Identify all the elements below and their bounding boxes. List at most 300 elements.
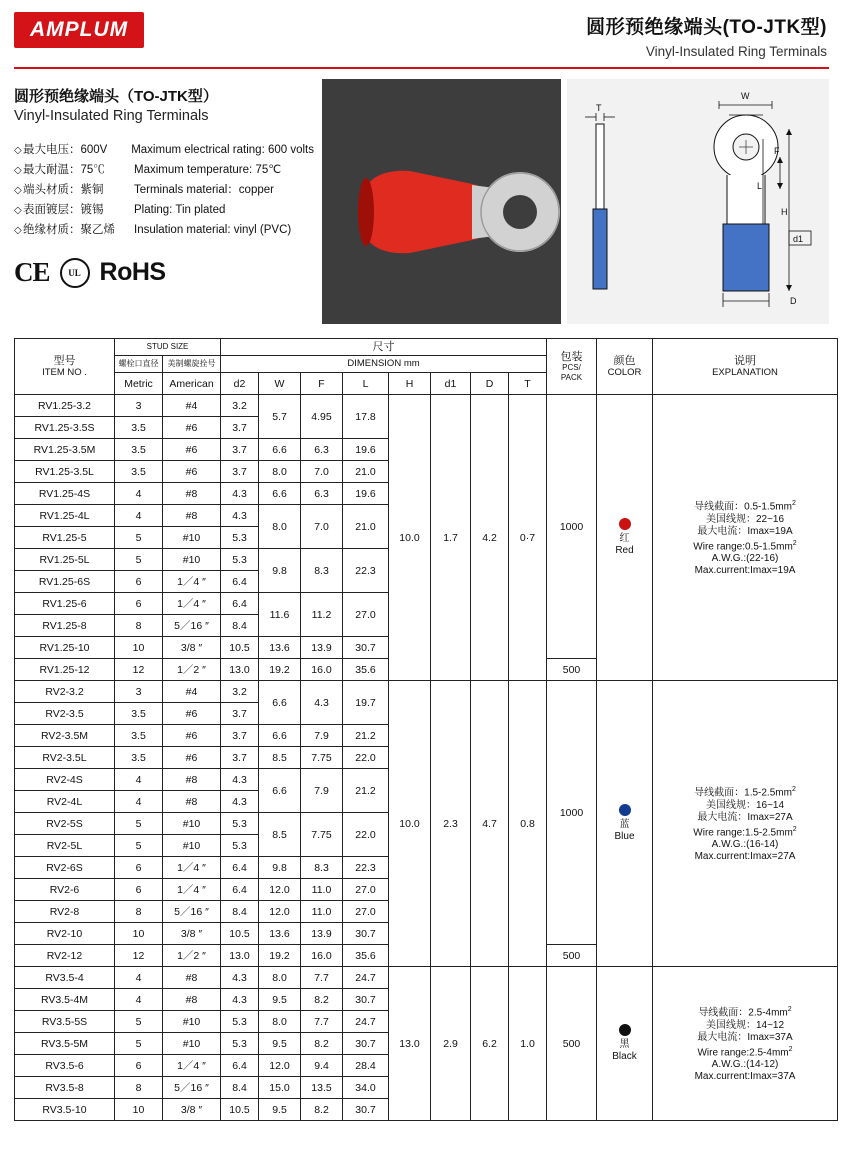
cell-american: #4: [163, 681, 221, 703]
product-info: [14, 79, 314, 324]
cell-color: 红 Red: [597, 395, 653, 681]
cell-metric: 8: [115, 615, 163, 637]
rohs-mark-icon: RoHS: [99, 258, 166, 286]
cell-metric: 10: [115, 1099, 163, 1121]
spec-item: [14, 182, 314, 199]
cell-d2: 6.4: [221, 593, 259, 615]
cell-metric: 6: [115, 593, 163, 615]
cell-american: #10: [163, 835, 221, 857]
cell-metric: 5: [115, 835, 163, 857]
cell-w: 9.8: [259, 549, 301, 593]
cell-l: 19.7: [343, 681, 389, 725]
cell-f: 11.0: [301, 901, 343, 923]
cell-l: 28.4: [343, 1055, 389, 1077]
label-L: L: [757, 181, 763, 191]
header-l: L: [343, 373, 389, 395]
cell-metric: 8: [115, 1077, 163, 1099]
cell-item-no: RV1.25-3.5S: [15, 417, 115, 439]
cell-f: 13.9: [301, 923, 343, 945]
header-dimension-cn: 尺寸: [221, 339, 547, 356]
bullet-icon: ◇: [14, 205, 22, 216]
cell-t: 0·7: [509, 395, 547, 681]
cell-item-no: RV1.25-12: [15, 659, 115, 681]
cell-american: 1／2 ″: [163, 945, 221, 967]
cell-d2: 6.4: [221, 879, 259, 901]
cell-w: 6.6: [259, 725, 301, 747]
cell-d2: 13.0: [221, 659, 259, 681]
spec-list: [14, 142, 314, 239]
cell-american: #10: [163, 813, 221, 835]
spec-item: [14, 162, 314, 179]
spec-cn: 最大电压：600V: [23, 144, 108, 156]
cell-w: 6.6: [259, 483, 301, 505]
cell-t: 0.8: [509, 681, 547, 967]
cell-item-no: RV3.5-6: [15, 1055, 115, 1077]
spec-en: Plating: Tin plated: [134, 204, 226, 216]
cell-metric: 5: [115, 813, 163, 835]
page-header: [10, 0, 833, 59]
cell-d1: 2.9: [431, 967, 471, 1121]
cell-american: #8: [163, 967, 221, 989]
header-metric: Metric: [115, 373, 163, 395]
header-titles: [586, 12, 833, 59]
spec-cn: 端头材质：紫铜: [23, 184, 104, 196]
spec-en: Insulation material: vinyl (PVC): [134, 224, 292, 236]
cell-d2: 8.4: [221, 615, 259, 637]
cell-american: 5／16 ″: [163, 901, 221, 923]
cell-l: 21.2: [343, 725, 389, 747]
cell-metric: 6: [115, 879, 163, 901]
cell-f: 11.2: [301, 593, 343, 637]
cell-metric: 5: [115, 1033, 163, 1055]
cell-pack: 1000: [547, 681, 597, 945]
cell-l: 22.3: [343, 549, 389, 593]
cell-item-no: RV2-6: [15, 879, 115, 901]
cell-d2: 6.4: [221, 857, 259, 879]
cell-item-no: RV1.25-4S: [15, 483, 115, 505]
table-row: [15, 967, 838, 989]
cell-w: 13.6: [259, 923, 301, 945]
cell-metric: 12: [115, 945, 163, 967]
cell-item-no: RV3.5-4M: [15, 989, 115, 1011]
cell-l: 35.6: [343, 659, 389, 681]
cell-d: 6.2: [471, 967, 509, 1121]
header-item: 型号 ITEM NO .: [15, 339, 115, 395]
cell-item-no: RV2-3.2: [15, 681, 115, 703]
cell-f: 7.7: [301, 1011, 343, 1033]
cell-l: 30.7: [343, 989, 389, 1011]
cell-metric: 3.5: [115, 725, 163, 747]
cell-d2: 4.3: [221, 989, 259, 1011]
cell-d2: 13.0: [221, 945, 259, 967]
product-photo: [322, 79, 561, 324]
cell-l: 27.0: [343, 879, 389, 901]
cell-w: 9.5: [259, 989, 301, 1011]
specification-table: [14, 338, 838, 1121]
cell-d2: 6.4: [221, 571, 259, 593]
label-d1: d1: [793, 234, 804, 244]
cell-f: 9.4: [301, 1055, 343, 1077]
cell-f: 4.95: [301, 395, 343, 439]
cell-w: 19.2: [259, 659, 301, 681]
cell-d2: 10.5: [221, 637, 259, 659]
cell-american: 3/8 ″: [163, 923, 221, 945]
header-dimension-en: DIMENSION mm: [221, 356, 547, 373]
cell-d2: 3.7: [221, 725, 259, 747]
cell-item-no: RV2-12: [15, 945, 115, 967]
cell-d2: 3.2: [221, 395, 259, 417]
color-swatch: [619, 1024, 631, 1036]
spec-en: Maximum electrical rating: 600 volts: [131, 144, 314, 156]
cell-color: 蓝 Blue: [597, 681, 653, 967]
cell-item-no: RV1.25-8: [15, 615, 115, 637]
header-stud-cn1: 螺栓口直径: [115, 356, 163, 373]
cell-item-no: RV1.25-5L: [15, 549, 115, 571]
cell-d2: 4.3: [221, 791, 259, 813]
cell-metric: 4: [115, 769, 163, 791]
cell-w: 8.0: [259, 1011, 301, 1033]
cell-d2: 4.3: [221, 769, 259, 791]
cell-f: 13.5: [301, 1077, 343, 1099]
cell-w: 12.0: [259, 901, 301, 923]
cell-w: 8.0: [259, 505, 301, 549]
bullet-icon: ◇: [14, 145, 22, 156]
cell-american: #8: [163, 989, 221, 1011]
cell-pack: 500: [547, 659, 597, 681]
header-t: T: [509, 373, 547, 395]
spec-en: Maximum temperature: 75℃: [134, 164, 282, 176]
cell-w: 11.6: [259, 593, 301, 637]
cell-pack: 500: [547, 967, 597, 1121]
cell-f: 6.3: [301, 483, 343, 505]
cell-american: 3/8 ″: [163, 1099, 221, 1121]
header-d2: d2: [221, 373, 259, 395]
cell-d: 4.7: [471, 681, 509, 967]
cell-american: 1／4 ″: [163, 857, 221, 879]
cell-f: 7.9: [301, 725, 343, 747]
cell-l: 21.0: [343, 461, 389, 483]
header-pack: 包装 PCS/ PACK: [547, 339, 597, 395]
cell-metric: 12: [115, 659, 163, 681]
cell-d2: 5.3: [221, 549, 259, 571]
cell-f: 7.9: [301, 769, 343, 813]
cell-l: 21.0: [343, 505, 389, 549]
label-H: H: [781, 207, 788, 217]
cell-d2: 10.5: [221, 923, 259, 945]
dimension-diagram: [567, 79, 829, 324]
header-american: American: [163, 373, 221, 395]
cell-item-no: RV2-3.5: [15, 703, 115, 725]
cell-item-no: RV2-8: [15, 901, 115, 923]
cell-metric: 5: [115, 549, 163, 571]
header-color: 颜色 COLOR: [597, 339, 653, 395]
cell-metric: 6: [115, 1055, 163, 1077]
cell-item-no: RV1.25-6: [15, 593, 115, 615]
cell-american: 3/8 ″: [163, 637, 221, 659]
cell-american: 1／4 ″: [163, 593, 221, 615]
cell-item-no: RV2-4L: [15, 791, 115, 813]
cell-item-no: RV2-10: [15, 923, 115, 945]
cell-w: 5.7: [259, 395, 301, 439]
cell-f: 13.9: [301, 637, 343, 659]
cell-d1: 2.3: [431, 681, 471, 967]
cell-american: #4: [163, 395, 221, 417]
cell-f: 7.75: [301, 747, 343, 769]
cell-item-no: RV2-3.5M: [15, 725, 115, 747]
cell-d2: 5.3: [221, 1033, 259, 1055]
cell-l: 30.7: [343, 1099, 389, 1121]
cell-american: 1／4 ″: [163, 1055, 221, 1077]
header-explanation: 说明 EXPLANATION: [653, 339, 838, 395]
cell-l: 35.6: [343, 945, 389, 967]
header-title-en: Vinyl-Insulated Ring Terminals: [645, 44, 827, 59]
cell-american: #8: [163, 483, 221, 505]
cell-d2: 3.2: [221, 681, 259, 703]
cell-metric: 5: [115, 1011, 163, 1033]
cell-l: 19.6: [343, 439, 389, 461]
cell-d2: 3.7: [221, 439, 259, 461]
cell-american: 5／16 ″: [163, 1077, 221, 1099]
header-title-cn: 圆形预绝缘端头(TO-JTK型): [586, 17, 827, 38]
table-row: [15, 395, 838, 417]
cell-metric: 4: [115, 483, 163, 505]
header-stud-size: STUD SIZE: [115, 339, 221, 356]
cell-w: 9.8: [259, 857, 301, 879]
cell-f: 7.7: [301, 967, 343, 989]
cell-metric: 10: [115, 637, 163, 659]
cell-t: 1.0: [509, 967, 547, 1121]
cell-metric: 6: [115, 571, 163, 593]
color-swatch: [619, 804, 631, 816]
cell-metric: 3: [115, 395, 163, 417]
label-T: T: [596, 103, 602, 113]
cell-item-no: RV1.25-5: [15, 527, 115, 549]
spec-cn: 最大耐温：75℃: [23, 164, 105, 176]
cell-w: 13.6: [259, 637, 301, 659]
cell-f: 16.0: [301, 945, 343, 967]
cell-d2: 4.3: [221, 967, 259, 989]
cell-f: 8.2: [301, 989, 343, 1011]
cell-f: 8.2: [301, 1033, 343, 1055]
cell-metric: 3.5: [115, 703, 163, 725]
ce-mark-icon: CE: [14, 257, 50, 287]
cell-metric: 4: [115, 989, 163, 1011]
cell-metric: 10: [115, 923, 163, 945]
cell-l: 34.0: [343, 1077, 389, 1099]
cell-d2: 5.3: [221, 1011, 259, 1033]
cell-l: 27.0: [343, 593, 389, 637]
cell-w: 8.5: [259, 747, 301, 769]
cell-pack: 1000: [547, 395, 597, 659]
cell-w: 9.5: [259, 1033, 301, 1055]
cell-d2: 5.3: [221, 813, 259, 835]
label-D: D: [790, 296, 797, 306]
cell-item-no: RV2-5S: [15, 813, 115, 835]
cell-h: 13.0: [389, 967, 431, 1121]
cell-metric: 4: [115, 967, 163, 989]
cell-metric: 4: [115, 791, 163, 813]
cell-f: 8.2: [301, 1099, 343, 1121]
cell-d2: 3.7: [221, 747, 259, 769]
cell-american: #8: [163, 505, 221, 527]
label-F: F: [774, 146, 780, 156]
cell-american: #6: [163, 725, 221, 747]
brand-logo: AMPLUM: [14, 12, 144, 48]
cell-l: 24.7: [343, 1011, 389, 1033]
cell-item-no: RV1.25-3.5M: [15, 439, 115, 461]
cell-l: 30.7: [343, 637, 389, 659]
cell-metric: 5: [115, 527, 163, 549]
color-swatch: [619, 518, 631, 530]
cell-f: 8.3: [301, 549, 343, 593]
cell-metric: 3: [115, 681, 163, 703]
dimension-drawing: [567, 79, 829, 324]
cell-american: #6: [163, 461, 221, 483]
product-title-cn: 圆形预绝缘端头（TO-JTK型）: [14, 88, 218, 105]
cell-american: 1／2 ″: [163, 659, 221, 681]
header-w: W: [259, 373, 301, 395]
cell-w: 19.2: [259, 945, 301, 967]
cell-item-no: RV1.25-10: [15, 637, 115, 659]
cell-item-no: RV1.25-4L: [15, 505, 115, 527]
cell-w: 15.0: [259, 1077, 301, 1099]
cell-d2: 3.7: [221, 417, 259, 439]
bullet-icon: ◇: [14, 225, 22, 236]
cell-american: 1／4 ″: [163, 571, 221, 593]
cell-item-no: RV1.25-6S: [15, 571, 115, 593]
table-row: [15, 681, 838, 703]
spec-item: [14, 142, 314, 159]
cell-w: 6.6: [259, 439, 301, 461]
cell-w: 8.5: [259, 813, 301, 857]
cell-explanation: 导线截面：$2.5-4mm^2$ 美国线规：14~12 最大电流：Imax=37A Wire $range:2.5-4mm^2$ A.W.G.:(14-12) Max.current:Imax=37A: [653, 967, 838, 1121]
cell-l: 30.7: [343, 1033, 389, 1055]
cell-d2: 5.3: [221, 835, 259, 857]
cell-american: #10: [163, 1011, 221, 1033]
cell-w: 8.0: [259, 461, 301, 483]
cell-american: #8: [163, 769, 221, 791]
cell-american: #10: [163, 527, 221, 549]
cell-item-no: RV2-4S: [15, 769, 115, 791]
cell-f: 16.0: [301, 659, 343, 681]
cell-l: 30.7: [343, 923, 389, 945]
cell-d2: 8.4: [221, 1077, 259, 1099]
product-title-en: Vinyl-Insulated Ring Terminals: [14, 108, 209, 124]
cell-item-no: RV3.5-10: [15, 1099, 115, 1121]
cell-f: 7.0: [301, 505, 343, 549]
cell-color: 黑 Black: [597, 967, 653, 1121]
header-d: D: [471, 373, 509, 395]
spec-item: [14, 222, 314, 239]
cell-d1: 1.7: [431, 395, 471, 681]
cell-american: #8: [163, 791, 221, 813]
cell-explanation: 导线截面：$1.5-2.5mm^2$ 美国线规：16~14 最大电流：Imax=27A Wire $range:1.5-2.5mm^2$ A.W.G.:(16-14) Max.current:Imax=27A: [653, 681, 838, 967]
cell-h: 10.0: [389, 395, 431, 681]
cell-metric: 4: [115, 505, 163, 527]
cell-l: 27.0: [343, 901, 389, 923]
cell-f: 4.3: [301, 681, 343, 725]
cell-f: 7.75: [301, 813, 343, 857]
cell-item-no: RV1.25-3.5L: [15, 461, 115, 483]
cell-pack: 500: [547, 945, 597, 967]
cell-f: 7.0: [301, 461, 343, 483]
cell-l: 22.0: [343, 747, 389, 769]
label-W: W: [741, 91, 750, 101]
cell-f: 11.0: [301, 879, 343, 901]
cell-w: 12.0: [259, 1055, 301, 1077]
cell-metric: 8: [115, 901, 163, 923]
cell-metric: 3.5: [115, 747, 163, 769]
cell-d2: 10.5: [221, 1099, 259, 1121]
cell-w: 6.6: [259, 769, 301, 813]
header-d1: d1: [431, 373, 471, 395]
cell-item-no: RV3.5-5M: [15, 1033, 115, 1055]
header-divider: [14, 67, 829, 69]
cell-explanation: 导线截面：$0.5-1.5mm^2$ 美国线规：22~16 最大电流：Imax=19A Wire $range:0.5-1.5mm^2$ A.W.G.:(22-16) Max.current:Imax=19A: [653, 395, 838, 681]
cell-d2: 3.7: [221, 703, 259, 725]
ring-terminal-photo: [322, 79, 561, 324]
cell-american: #10: [163, 1033, 221, 1055]
cell-item-no: RV3.5-4: [15, 967, 115, 989]
cell-l: 19.6: [343, 483, 389, 505]
table-header-row: [15, 339, 838, 356]
cell-f: 6.3: [301, 439, 343, 461]
cell-d2: 5.3: [221, 527, 259, 549]
cell-american: 1／4 ″: [163, 879, 221, 901]
header-stud-cn2: 美制螺旋拴号: [163, 356, 221, 373]
ul-mark-icon: UL: [60, 258, 90, 288]
cell-item-no: RV3.5-8: [15, 1077, 115, 1099]
cell-w: 9.5: [259, 1099, 301, 1121]
cell-w: 12.0: [259, 879, 301, 901]
spec-cn: 表面镀层：镀锡: [23, 204, 104, 216]
product-overview: [10, 79, 833, 324]
cell-d: 4.2: [471, 395, 509, 681]
header-h: H: [389, 373, 431, 395]
cell-d2: 3.7: [221, 461, 259, 483]
cell-metric: 3.5: [115, 461, 163, 483]
cell-metric: 3.5: [115, 417, 163, 439]
cell-w: 6.6: [259, 681, 301, 725]
table-body: [15, 395, 838, 1121]
cell-metric: 3.5: [115, 439, 163, 461]
cell-item-no: RV1.25-3.2: [15, 395, 115, 417]
cell-l: 22.3: [343, 857, 389, 879]
spec-item: [14, 202, 314, 219]
bullet-icon: ◇: [14, 165, 22, 176]
cell-l: 21.2: [343, 769, 389, 813]
cell-item-no: RV2-6S: [15, 857, 115, 879]
cell-d2: 4.3: [221, 483, 259, 505]
spec-en: Terminals material：copper: [134, 184, 274, 196]
cell-h: 10.0: [389, 681, 431, 967]
cell-american: 5／16 ″: [163, 615, 221, 637]
bullet-icon: ◇: [14, 185, 22, 196]
cell-american: #6: [163, 703, 221, 725]
cell-american: #6: [163, 439, 221, 461]
cell-l: 24.7: [343, 967, 389, 989]
cell-d2: 4.3: [221, 505, 259, 527]
spec-cn: 绝缘材质：聚乙烯: [23, 224, 115, 236]
header-f: F: [301, 373, 343, 395]
cell-american: #6: [163, 417, 221, 439]
cell-item-no: RV3.5-5S: [15, 1011, 115, 1033]
cell-metric: 6: [115, 857, 163, 879]
cell-item-no: RV2-3.5L: [15, 747, 115, 769]
cell-d2: 8.4: [221, 901, 259, 923]
cell-american: #6: [163, 747, 221, 769]
cell-item-no: RV2-5L: [15, 835, 115, 857]
